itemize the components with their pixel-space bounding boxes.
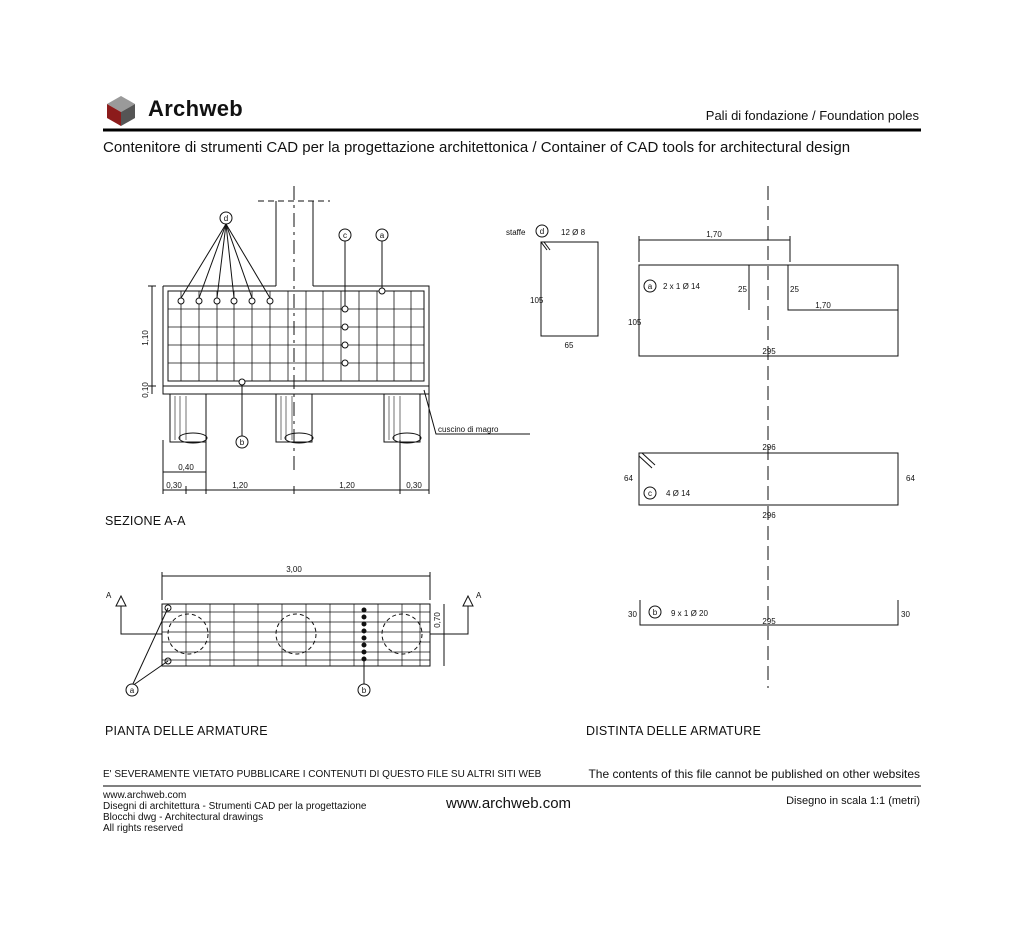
- schedule-drawing: [536, 186, 898, 688]
- notice-italian: E' SEVERAMENTE VIETATO PUBBLICARE I CONTENUTI DI QUESTO FILE SU ALTRI SITI WEB: [103, 769, 542, 780]
- brand-name: Archweb: [148, 96, 244, 121]
- plan-dim-length: 3,00: [286, 565, 302, 574]
- bar-c-right: 64: [906, 474, 915, 483]
- bar-c-mark: c: [648, 489, 652, 498]
- bar-c-spec: 4 Ø 14: [666, 489, 691, 498]
- dim-bottom-4: 0,30: [406, 481, 422, 490]
- bar-a-hook-right: 25: [790, 285, 799, 294]
- section-a-a-drawing: [148, 186, 530, 494]
- bar-a-top-dim: 1,70: [706, 230, 722, 239]
- dim-base: 0,10: [141, 382, 150, 398]
- section-title: SEZIONE A-A: [105, 514, 186, 528]
- bar-a-height: 105: [628, 318, 642, 327]
- stirrup-height: 105: [530, 296, 544, 305]
- notice-english: The contents of this file cannot be published on other websites: [588, 767, 920, 781]
- footer-scale: Disegno in scala 1:1 (metri): [786, 795, 920, 807]
- dim-bottom-3: 1,20: [339, 481, 355, 490]
- bar-b-mark: b: [652, 608, 658, 617]
- plan-dim-width: 0,70: [433, 612, 442, 628]
- dim-height: 1,10: [141, 330, 150, 346]
- page-subtitle: Contenitore di strumenti CAD per la progettazione architettonica / Container of CAD tools for architectural design: [103, 139, 851, 156]
- footer-lines: [103, 790, 366, 834]
- bar-b-length: 295: [762, 617, 776, 626]
- bar-b-left: 30: [628, 610, 637, 619]
- schedule-title: DISTINTA DELLE ARMATURE: [586, 724, 762, 738]
- stirrup-width: 65: [564, 341, 574, 350]
- footer-line: www.archweb.com: [103, 790, 187, 801]
- plan-title: PIANTA DELLE ARMATURE: [105, 724, 268, 738]
- dim-bottom-1: 0,30: [166, 481, 182, 490]
- dim-bottom-2: 1,20: [232, 481, 248, 490]
- plan-drawing: [116, 572, 473, 696]
- plan-label-b: b: [361, 686, 367, 695]
- cushion-label: cuscino di magro: [438, 425, 499, 434]
- bar-a-inner-dim: 1,70: [815, 301, 831, 310]
- bar-a-hook-left: 25: [738, 285, 747, 294]
- stirrup-label: staffe: [506, 228, 526, 237]
- drawing-title: Pali di fondazione / Foundation poles: [705, 108, 919, 123]
- bar-c-top: 296: [762, 443, 776, 452]
- bar-b-right: 30: [901, 610, 910, 619]
- label-d: d: [223, 214, 229, 223]
- bar-c-left: 64: [624, 474, 633, 483]
- label-a: a: [379, 231, 385, 240]
- bar-a-length: 295: [762, 347, 776, 356]
- bar-b-spec: 9 x 1 Ø 20: [671, 609, 708, 618]
- footer-line: Disegni di architettura - Strumenti CAD per la progettazione: [103, 801, 367, 812]
- plan-label-a: a: [129, 686, 135, 695]
- label-b: b: [239, 438, 245, 447]
- footer-line: Blocchi dwg - Architectural drawings: [103, 812, 264, 823]
- cut-left: A: [106, 591, 112, 600]
- archweb-logo-icon: [107, 96, 135, 126]
- dim-pile: 0,40: [178, 463, 194, 472]
- stirrup-spec: 12 Ø 8: [561, 228, 586, 237]
- footer-website[interactable]: www.archweb.com: [446, 795, 572, 812]
- footer-line: All rights reserved: [103, 823, 184, 834]
- cut-right: A: [476, 591, 482, 600]
- bar-a-spec: 2 x 1 Ø 14: [663, 282, 700, 291]
- bar-c-bottom: 296: [762, 511, 776, 520]
- bar-a-mark: a: [647, 282, 653, 291]
- label-c: c: [343, 231, 347, 240]
- stirrup-mark: d: [539, 227, 545, 236]
